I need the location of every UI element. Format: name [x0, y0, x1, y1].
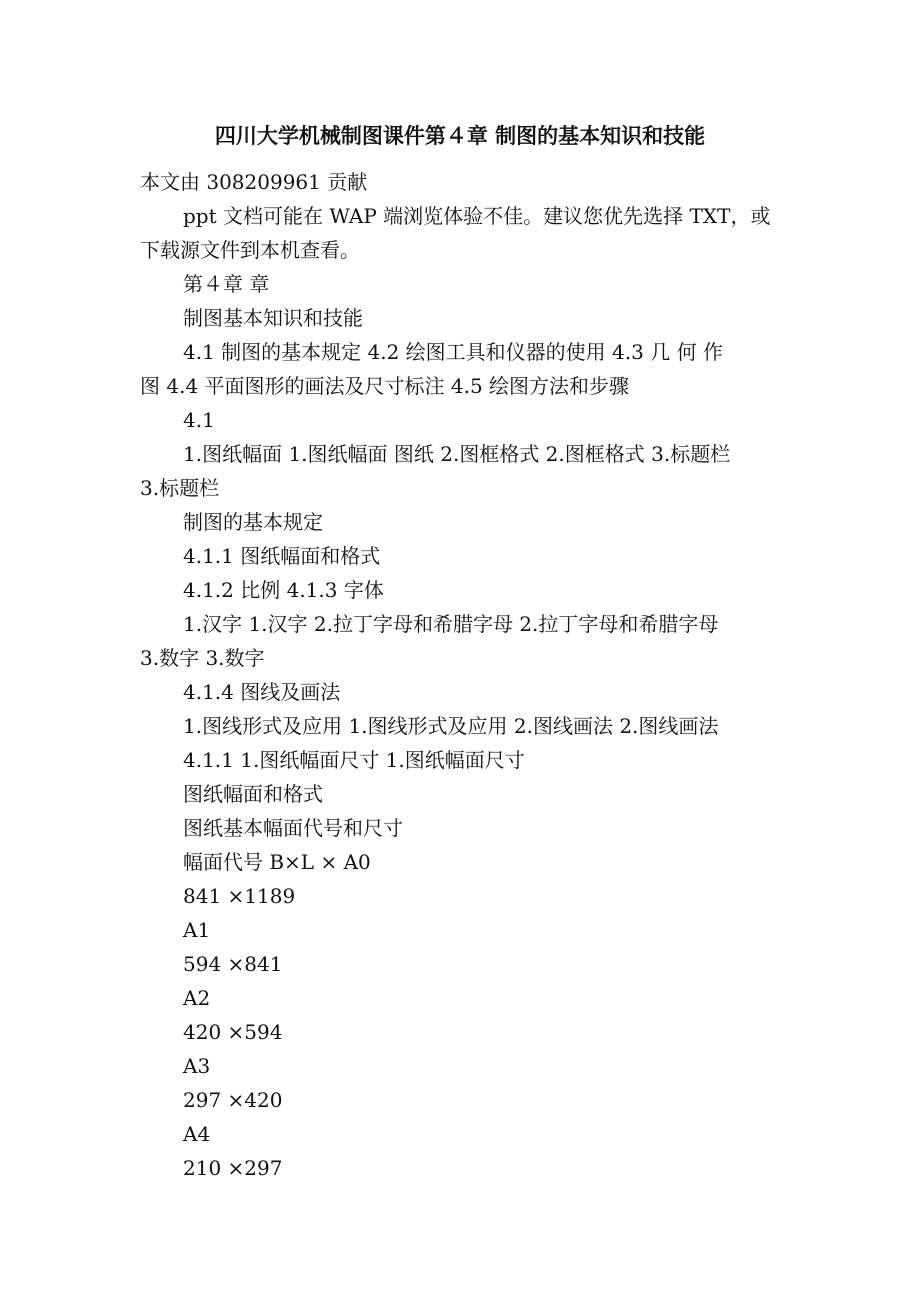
chapter-heading: 第４章 章: [183, 272, 270, 296]
table-line: A2: [183, 986, 211, 1010]
table-line: 841 ×1189: [183, 884, 296, 908]
toc-line: 4.1 制图的基本规定 4.2 绘图工具和仪器的使用 4.3 几 何 作: [183, 340, 723, 364]
text-line: 1.图线形式及应用 1.图线形式及应用 2.图线画法 2.图线画法: [183, 714, 719, 738]
table-line: A4: [183, 1122, 211, 1146]
subsection-heading: 4.1.1 图纸幅面和格式: [183, 544, 381, 568]
document-title: 四川大学机械制图课件第４章 制图的基本知识和技能: [214, 123, 706, 148]
table-line: 594 ×841: [183, 952, 283, 976]
text-line: 4.1.1 1.图纸幅面尺寸 1.图纸幅面尺寸: [183, 748, 525, 772]
table-caption: 图纸基本幅面代号和尺寸: [183, 816, 403, 840]
text-line-continued: 3.标题栏: [140, 476, 220, 500]
author-line: 本文由 308209961 贡献: [140, 170, 368, 194]
text-line: 图纸幅面和格式: [183, 782, 323, 806]
chapter-subtitle: 制图基本知识和技能: [183, 306, 363, 330]
toc-line-continued: 图 4.4 平面图形的画法及尺寸标注 4.5 绘图方法和步骤: [140, 374, 630, 398]
text-line: 1.汉字 1.汉字 2.拉丁字母和希腊字母 2.拉丁字母和希腊字母: [183, 612, 719, 636]
text-line-continued: 3.数字 3.数字: [140, 646, 265, 670]
section-number: 4.1: [183, 408, 215, 432]
table-line: 210 ×297: [183, 1156, 283, 1180]
notice-line-continued: 下载源文件到本机查看。: [140, 238, 360, 262]
text-line: 1.图纸幅面 1.图纸幅面 图纸 2.图框格式 2.图框格式 3.标题栏: [183, 442, 731, 466]
table-line: 幅面代号 B×L × A0: [183, 850, 371, 874]
section-heading: 制图的基本规定: [183, 510, 323, 534]
subsection-heading: 4.1.2 比例 4.1.3 字体: [183, 578, 384, 602]
table-line: 297 ×420: [183, 1088, 283, 1112]
subsection-heading: 4.1.4 图线及画法: [183, 680, 341, 704]
table-line: 420 ×594: [183, 1020, 283, 1044]
notice-line: ppt 文档可能在 WAP 端浏览体验不佳。建议您优先选择 TXT，或: [183, 204, 771, 228]
table-line: A1: [183, 918, 211, 942]
table-line: A3: [183, 1054, 211, 1078]
